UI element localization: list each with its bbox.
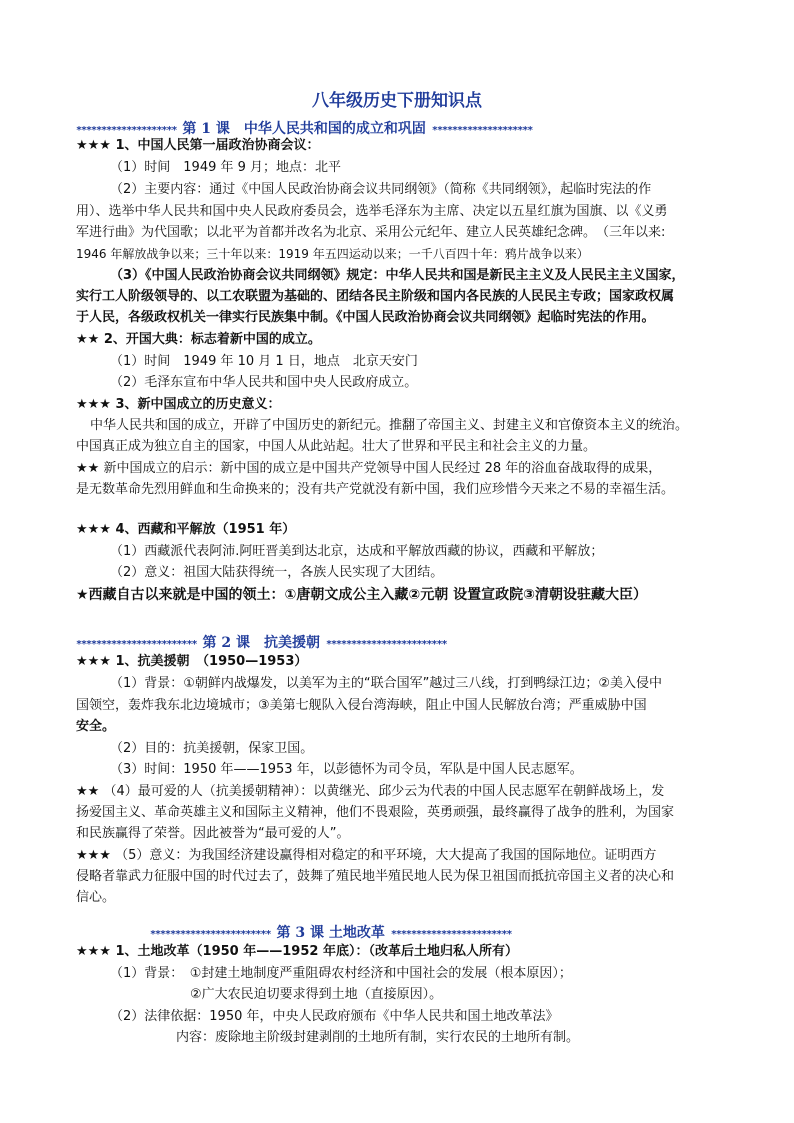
l3-s1-background-1: （1）背景： ①封建土地制度严重阻碍农村经济和中国社会的发展（根本原因）； [110, 966, 572, 981]
l2-s1-goal: （2）目的：抗美援朝，保家卫国。 [110, 741, 314, 756]
l1-s1-content-1: （2）主要内容：通过《中国人民政治协商会议共同纲领》（简称《共同纲领》，起临时宪法的作 [110, 182, 652, 197]
l1-s3-lesson-2: 是无数革命先烈用鲜血和生命换来的；没有共产党就没有新中国，我们应珍惜今天来之不易的幸福生活。 [76, 482, 675, 497]
l1-s1-heading: ★★★ 1、中国人民第一届政治协商会议： [76, 138, 320, 153]
l3-s1-background-2: ②广大农民迫切要求得到土地（直接原因）。 [190, 987, 443, 1002]
l1-s1-content-3: 军进行曲》为代国歌；以北平为首都并改名为北京、采用公元纪年、建立人民英雄纪念碑。 （三年以来: [76, 225, 666, 240]
lesson-1-header [76, 118, 726, 138]
l1-s3-heading: ★★★ 3、新中国成立的历史意义： [76, 397, 281, 412]
lesson-2-stars-left: ************************ [76, 639, 197, 650]
l1-s1-rule-2: 实行工人阶级领导的、以工农联盟为基础的、团结各民主阶级和国内各民族的人民民主专政；国家政权属 [76, 289, 675, 304]
lesson-1-label: 第 1 课 中华人民共和国的成立和巩固 [182, 121, 426, 137]
l2-s1-meaning-3: 信心。 [76, 890, 116, 905]
l2-s1-background-3: 安全。 [76, 719, 116, 734]
lesson-2-header [76, 632, 726, 652]
l1-s1-rule-3: 于人民，各级政权机关一律实行民族集中制。《中国人民政治协商会议共同纲领》起临时宪法的作用。 [76, 310, 655, 325]
l1-s3-line-1: 中华人民共和国的成立，开辟了中国历史的新纪元。推翻了帝国主义、封建主义和官僚资本主义的统治。 [90, 418, 689, 433]
l1-s1-rule-1: （3）《中国人民政治协商会议共同纲领》规定：中华人民共和国是新民主主义及人民民主主义国家， [110, 268, 685, 283]
lesson-2-stars-right: ************************ [326, 639, 447, 650]
l3-s1-content: 内容：废除地主阶级封建剥削的土地所有制，实行农民的土地所有制。 [176, 1030, 580, 1045]
l2-s1-time: （3）时间：1950 年——1953 年，以彭德怀为司令员，军队是中国人民志愿军。 [110, 762, 583, 777]
l1-s2-proclaim: （2）毛泽东宣布中华人民共和国中央人民政府成立。 [110, 375, 418, 390]
lesson-3-stars-left: ************************ [150, 929, 271, 940]
l1-s4-heading: ★★★ 4、西藏和平解放（1951 年） [76, 522, 296, 537]
l2-s1-spirit-3: 和民族赢得了荣誉。因此被誉为“最可爱的人”。 [76, 826, 350, 841]
l2-s1-spirit-1: ★★ （4）最可爱的人（抗美援朝精神）：以黄继光、邱少云为代表的中国人民志愿军在朝鲜战场上，发 [76, 784, 665, 799]
page-title: 八年级历史下册知识点 [312, 91, 482, 111]
l2-s1-background-1: （1）背景：①朝鲜内战爆发，以美军为主的“联合国军”越过三八线，打到鸭绿江边；②美入侵中 [110, 676, 663, 691]
l1-s3-line-2: 中国真正成为独立自主的国家，中国人从此站起。壮大了世界和平民主和社会主义的力量。 [76, 439, 597, 454]
l3-s1-heading: ★★★ 1、土地改革（1950 年——1952 年底）：（改革后土地归私人所有） [76, 944, 518, 959]
lesson-2-label: 第 2 课 抗美援朝 [202, 635, 320, 651]
l1-s2-heading: ★★ 2、开国大典：标志着新中国的成立。 [76, 332, 321, 347]
l1-s4-line-1: （1）西藏派代表阿沛.阿旺晋美到达北京，达成和平解放西藏的协议，西藏和平解放； [110, 544, 604, 559]
l2-s1-background-2: 国领空，轰炸我东北边境城市；③美第七舰队入侵台湾海峡，阻止中国人民解放台湾；严重威胁中国 [76, 698, 647, 713]
l1-s1-content-4: 1946 年解放战争以来；三十年以来：1919 年五四运动以来；一千八百四十年：鸦片战争以来） [76, 247, 589, 261]
l1-s3-lesson-1: ★★ 新中国成立的启示：新中国的成立是中国共产党领导中国人民经过 28 年的浴血奋战取得的成果， [76, 461, 662, 476]
l2-s1-meaning-2: 侵略者靠武力征服中国的时代过去了，鼓舞了殖民地半殖民地人民为保卫祖国而抵抗帝国主义者的决心和 [76, 869, 675, 884]
lesson-3-header [150, 922, 726, 942]
lesson-3-stars-right: ************************ [390, 929, 512, 940]
lesson-1-stars-left: ******************** [76, 125, 177, 136]
l1-s1-time: （1）时间 1949 年 9 月；地点：北平 [110, 160, 342, 175]
lesson-3-label: 第 3 课 土地改革 [276, 925, 385, 941]
l1-s4-tibet-fact: ★西藏自古以来就是中国的领土：①唐朝文成公主入藏②元朝 设置宣政院③清朝设驻藏大臣） [76, 587, 647, 603]
lesson-1-stars-right: ******************** [431, 125, 533, 136]
l2-s1-meaning-1: ★★★ （5）意义：为我国经济建设赢得相对稳定的和平环境，大大提高了我国的国际地位。证明西方 [76, 848, 657, 863]
l1-s1-content-2: 用）、选举中华人民共和国中央人民政府委员会，选举毛泽东为主席、决定以五星红旗为国旗、以《义勇 [76, 204, 668, 219]
l2-s1-heading: ★★★ 1、抗美援朝 （1950—1953） [76, 654, 308, 669]
l2-s1-spirit-2: 扬爱国主义、革命英雄主义和国际主义精神，他们不畏艰险，英勇顽强，最终赢得了战争的胜利，为国家 [76, 805, 675, 820]
l3-s1-law: （2）法律依据：1950 年，中央人民政府颁布《中华人民共和国土地改革法》 [110, 1009, 559, 1024]
l1-s4-line-2: （2）意义：祖国大陆获得统一，各族人民实现了大团结。 [110, 565, 444, 580]
l1-s2-time: （1）时间 1949 年 10 月 1 日，地点 北京天安门 [110, 354, 418, 369]
